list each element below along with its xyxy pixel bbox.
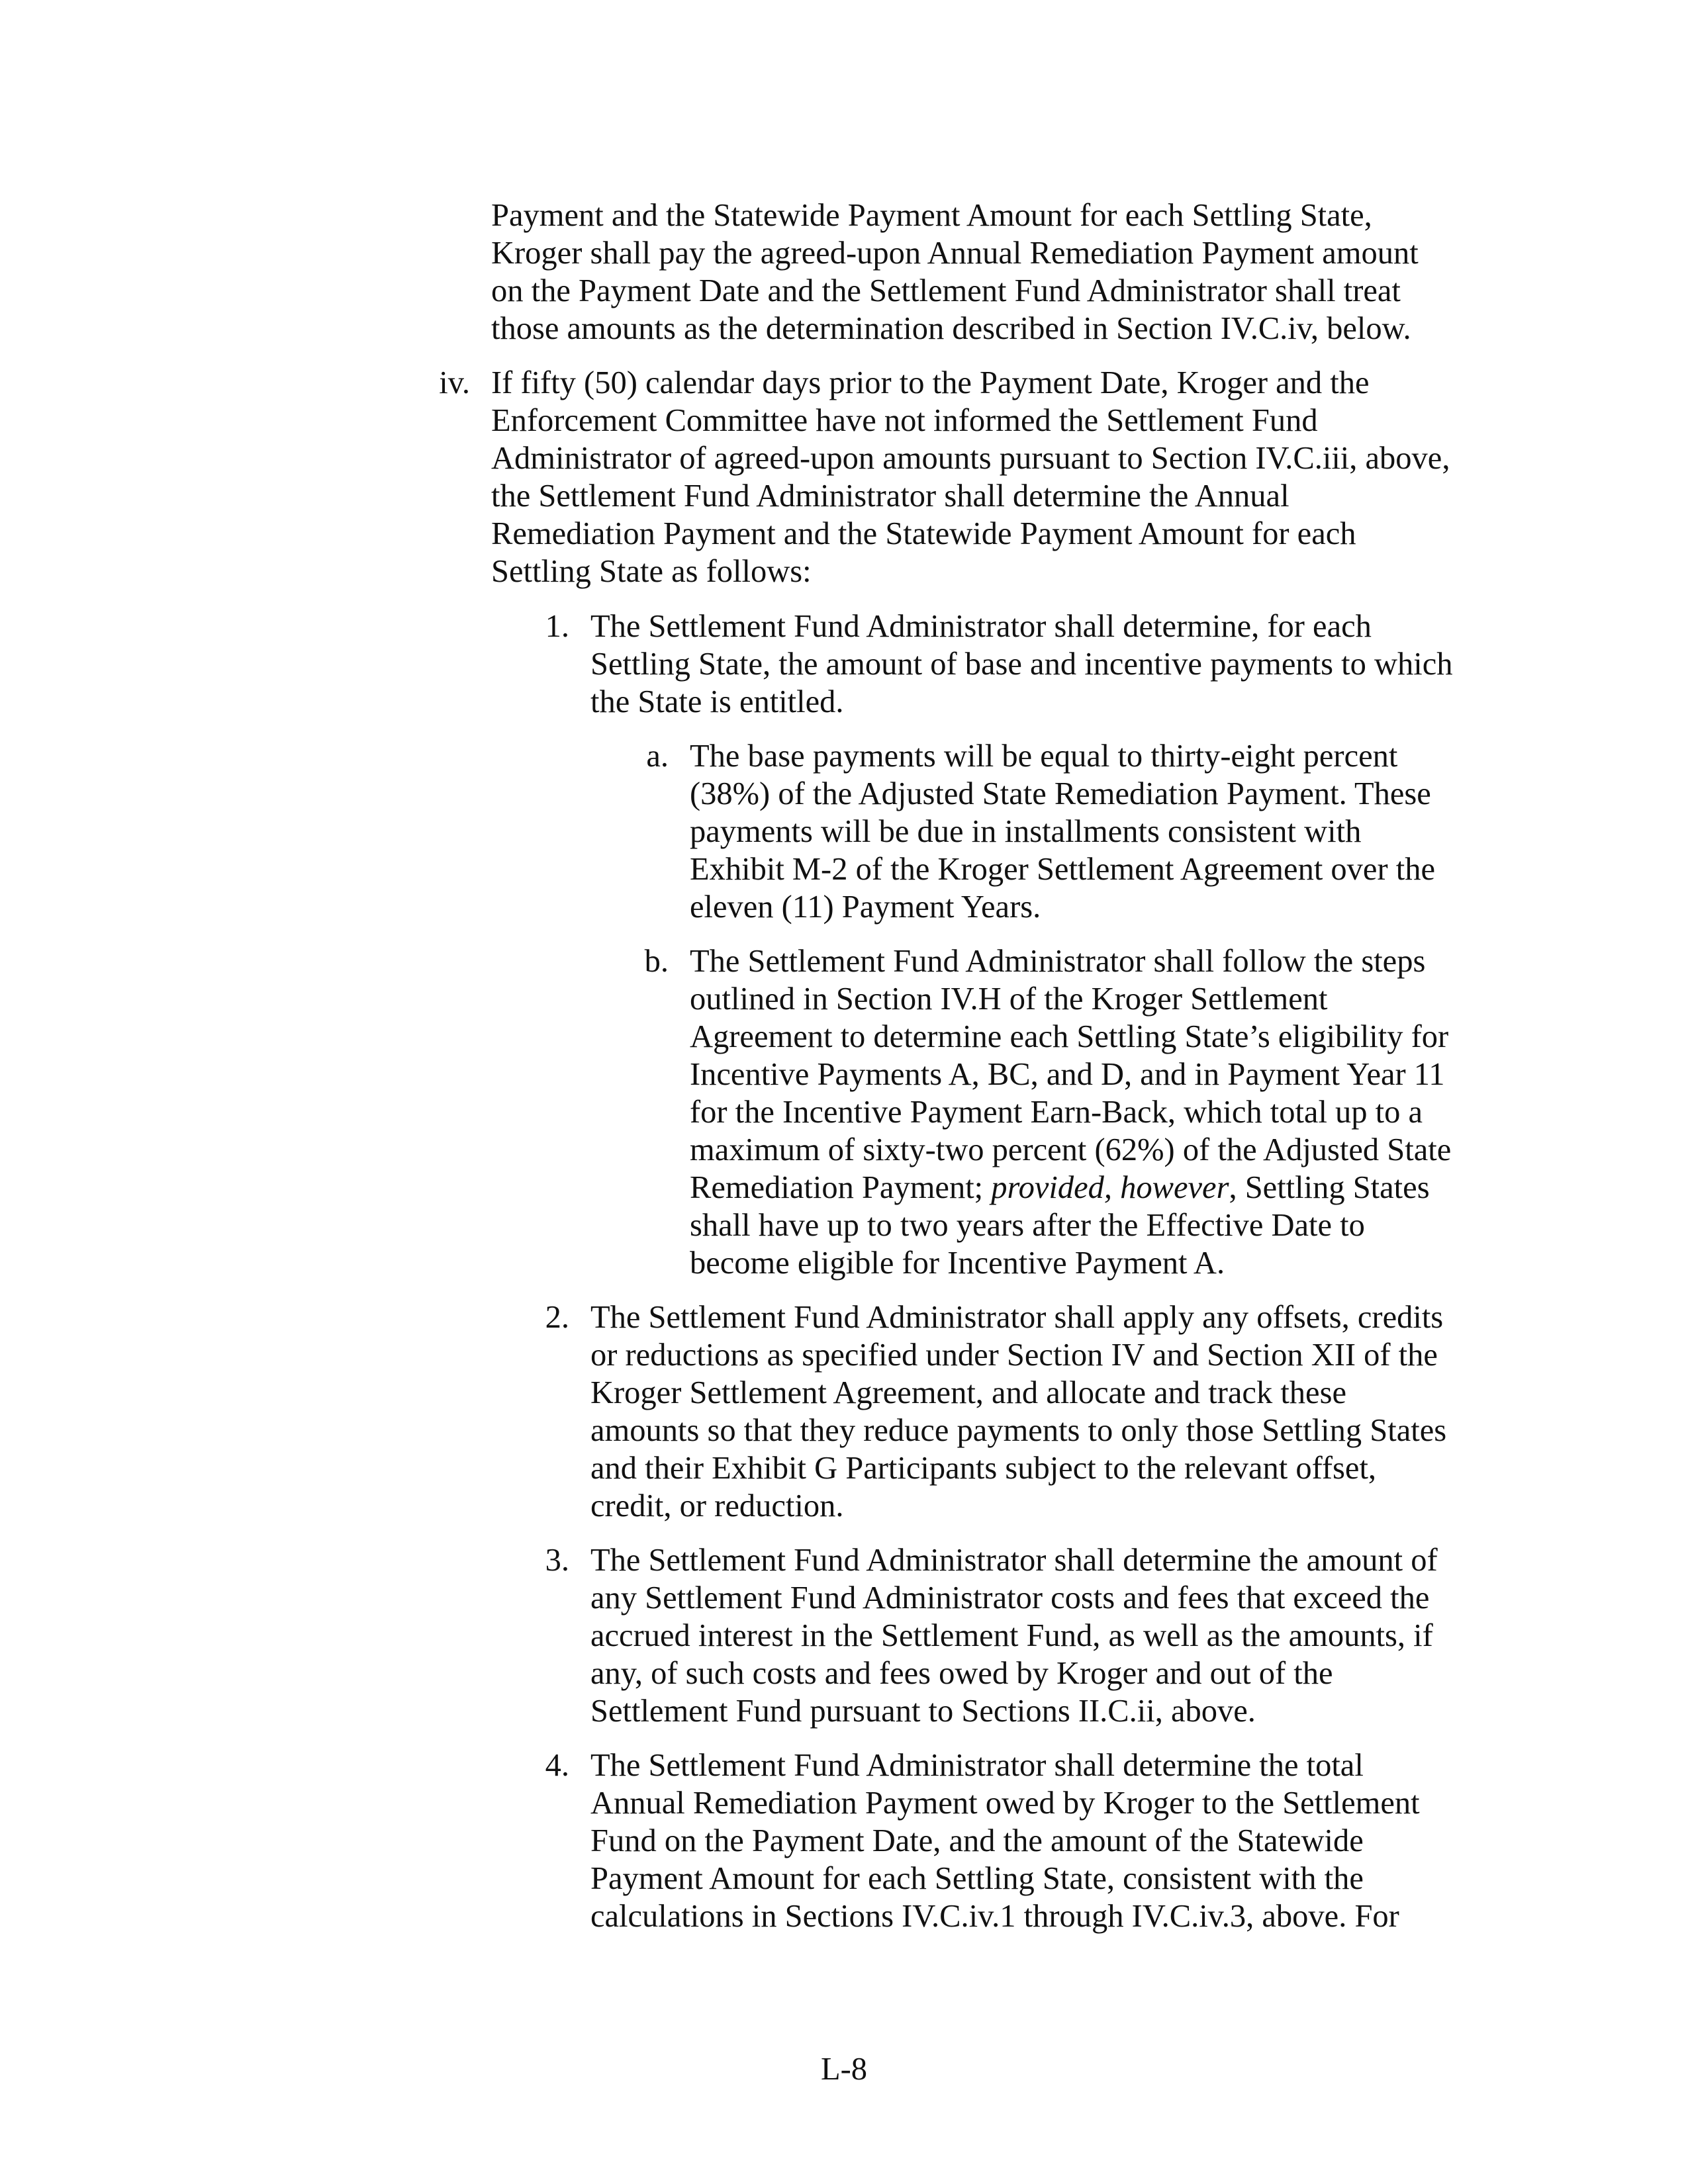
paragraph-line: on the Payment Date and the Settlement Fund Administrator shall treat <box>491 273 1401 308</box>
paragraph-line: (38%) of the Adjusted State Remediation Payment. These <box>690 776 1431 811</box>
list-marker-1: 1. <box>545 609 569 644</box>
paragraph-line: Settling State as follows: <box>491 554 812 589</box>
paragraph-line: The Settlement Fund Administrator shall determine the total <box>590 1748 1364 1783</box>
list-marker-3: 3. <box>545 1543 569 1578</box>
paragraph-line: Incentive Payments A, BC, and D, and in Payment Year 11 <box>690 1057 1445 1092</box>
paragraph-line <box>690 1169 1451 1206</box>
paragraph-line: the Settlement Fund Administrator shall determine the Annual <box>491 478 1289 514</box>
line-text-pre: Remediation Payment; <box>690 1170 992 1205</box>
paragraph-line: calculations in Sections IV.C.iv.1 through IV.C.iv.3, above. For <box>590 1899 1399 1934</box>
paragraph-line: and their Exhibit G Participants subject to the relevant offset, <box>590 1451 1377 1486</box>
list-item-1 <box>590 608 1452 721</box>
paragraph-line: The Settlement Fund Administrator shall determine the amount of <box>590 1543 1438 1578</box>
paragraph-line: Administrator of agreed-upon amounts pursuant to Section IV.C.iii, above, <box>491 441 1450 476</box>
paragraph-line: amounts so that they reduce payments to only those Settling States <box>590 1413 1447 1448</box>
line-text-post: , Settling States <box>1229 1170 1430 1205</box>
paragraph-line: The Settlement Fund Administrator shall apply any offsets, credits <box>590 1300 1444 1335</box>
list-marker-b: b. <box>644 944 669 979</box>
list-marker-iv: iv. <box>439 365 470 400</box>
list-item-4 <box>590 1747 1420 1935</box>
page-number: L-8 <box>820 2052 868 2087</box>
paragraph-line: maximum of sixty-two percent (62%) of the Adjusted State <box>690 1132 1452 1167</box>
paragraph-line: for the Incentive Payment Earn-Back, which total up to a <box>690 1095 1423 1130</box>
paragraph-line: Payment Amount for each Settling State, consistent with the <box>590 1861 1364 1896</box>
paragraph-line: payments will be due in installments consistent with <box>690 814 1362 849</box>
paragraph-line: outlined in Section IV.H of the Kroger Settlement <box>690 981 1328 1017</box>
paragraph-line: become eligible for Incentive Payment A. <box>690 1246 1225 1281</box>
paragraph-line: The Settlement Fund Administrator shall determine, for each <box>590 609 1372 644</box>
list-marker-2: 2. <box>545 1300 569 1335</box>
paragraph-line: any, of such costs and fees owed by Kroger and out of the <box>590 1656 1333 1691</box>
paragraph-line: Annual Remediation Payment owed by Kroger to the Settlement <box>590 1786 1420 1821</box>
paragraph-line: any Settlement Fund Administrator costs and fees that exceed the <box>590 1580 1430 1615</box>
paragraph-line: Exhibit M-2 of the Kroger Settlement Agreement over the <box>690 852 1435 887</box>
paragraph-line: shall have up to two years after the Effective Date to <box>690 1208 1365 1243</box>
paragraph-line: those amounts as the determination described in Section IV.C.iv, below. <box>491 311 1411 346</box>
paragraph-line: Enforcement Committee have not informed the Settlement Fund <box>491 403 1318 438</box>
paragraph-line: the State is entitled. <box>590 684 844 719</box>
paragraph-line: The Settlement Fund Administrator shall follow the steps <box>690 944 1426 979</box>
list-item-2 <box>590 1298 1446 1525</box>
paragraph-line: Fund on the Payment Date, and the amount of the Statewide <box>590 1823 1364 1858</box>
italic-phrase: provided, however <box>991 1170 1229 1205</box>
paragraph-line: credit, or reduction. <box>590 1488 844 1524</box>
list-item-a <box>690 737 1435 926</box>
list-marker-a: a. <box>646 739 669 774</box>
list-item-b <box>690 942 1451 1282</box>
continuation-paragraph <box>491 197 1419 347</box>
list-marker-4: 4. <box>545 1748 569 1783</box>
paragraph-line: Agreement to determine each Settling State’s eligibility for <box>690 1019 1449 1054</box>
paragraph-line: Kroger shall pay the agreed-upon Annual Remediation Payment amount <box>491 236 1419 271</box>
paragraph-line: Settling State, the amount of base and incentive payments to which <box>590 647 1453 682</box>
paragraph-line: Settlement Fund pursuant to Sections II.C.ii, above. <box>590 1694 1256 1729</box>
paragraph-line: Kroger Settlement Agreement, and allocate and track these <box>590 1375 1346 1410</box>
paragraph-line: accrued interest in the Settlement Fund, as well as the amounts, if <box>590 1618 1433 1653</box>
paragraph-line: The base payments will be equal to thirty-eight percent <box>690 739 1398 774</box>
paragraph-line: Payment and the Statewide Payment Amount for each Settling State, <box>491 198 1372 233</box>
paragraph-line: eleven (11) Payment Years. <box>690 889 1041 925</box>
paragraph-line: or reductions as specified under Section IV and Section XII of the <box>590 1338 1438 1373</box>
paragraph-line: Remediation Payment and the Statewide Payment Amount for each <box>491 516 1356 551</box>
paragraph-line: If fifty (50) calendar days prior to the Payment Date, Kroger and the <box>491 365 1370 400</box>
list-item-iv <box>491 364 1450 590</box>
list-item-3 <box>590 1541 1438 1730</box>
